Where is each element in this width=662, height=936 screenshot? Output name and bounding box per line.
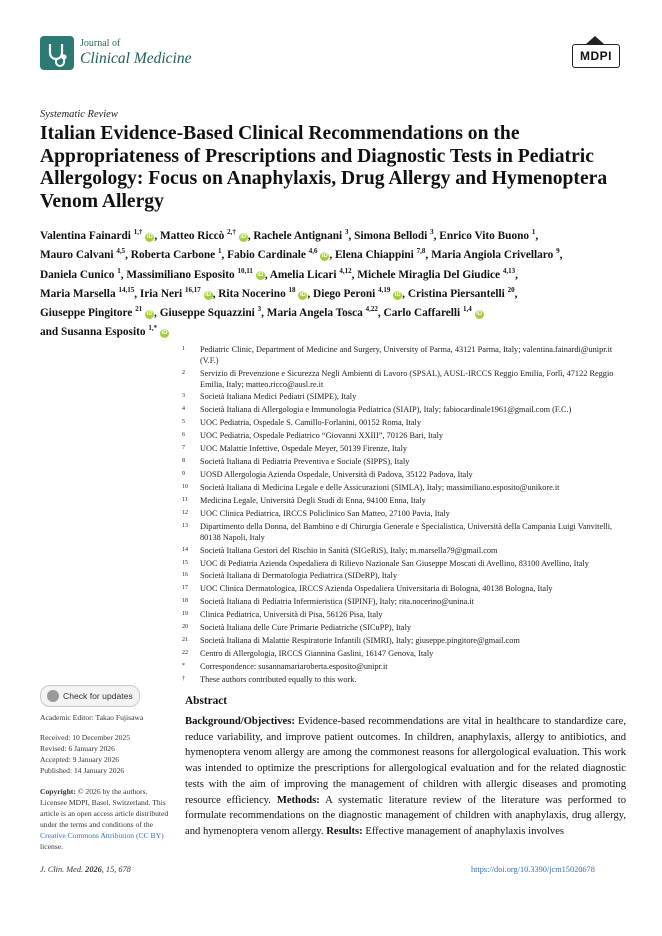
author-separator: ,: [212, 287, 219, 300]
publisher-logo-roof: [586, 36, 604, 44]
author-name[interactable]: Iria Neri: [139, 287, 183, 300]
author-affiliation-marker: 3: [430, 228, 434, 236]
affiliation-number: 9: [182, 471, 185, 478]
author-name[interactable]: Rachele Antignani: [253, 229, 343, 242]
article-dates: [40, 732, 130, 776]
author-name[interactable]: Matteo Riccò: [159, 229, 225, 242]
affiliation-text: UOSD Allergologia Azienda Ospedale, Università di Padova, 35122 Padova, Italy: [200, 470, 473, 480]
author-list: [40, 225, 640, 341]
author-separator: ,: [377, 306, 384, 319]
author-separator: ,: [134, 287, 140, 300]
affiliation-text: Società Italiana di Malattie Respiratorie Infantili (SIMRI), Italy; giuseppe.pingitore@gmail.com: [200, 636, 520, 646]
affiliation-number: 22: [182, 650, 188, 657]
author-affiliation-marker: 4,6: [308, 247, 318, 256]
methods-label: Methods:: [276, 794, 320, 806]
affiliation-number: 13: [182, 522, 188, 529]
affiliation-number: 8: [182, 458, 185, 465]
affiliation-text: Società Italiana di Dermatologia Pediatrica (SIDeRP), Italy: [200, 571, 397, 581]
affiliation-item: [182, 662, 632, 673]
author-name[interactable]: Elena Chiappini: [335, 249, 414, 262]
author-separator: ,: [433, 229, 440, 242]
affiliation-item: [182, 559, 632, 570]
affiliation-item: [182, 675, 632, 686]
author-separator: ,: [514, 287, 518, 300]
results-text: Effective management of anaphylaxis involves: [362, 825, 565, 837]
affiliation-number: 1: [182, 346, 185, 352]
author-separator: ,: [154, 306, 160, 319]
affiliation-number: 19: [182, 611, 188, 618]
affiliation-number: *: [182, 663, 185, 670]
author-affiliation-marker: 1: [531, 228, 536, 236]
affiliation-item: [182, 470, 632, 481]
author-separator: ,: [247, 229, 254, 242]
author-affiliation-marker: 16,17: [185, 285, 201, 294]
stethoscope-icon: [40, 36, 74, 70]
affiliation-item: [182, 444, 632, 455]
affiliation-number: 5: [182, 419, 185, 426]
author-separator: ,: [125, 249, 131, 262]
author-separator: ,: [515, 268, 518, 281]
affiliation-item: [182, 345, 632, 367]
affiliation-item: [182, 623, 632, 634]
affiliation-number: 2: [182, 369, 185, 376]
author-affiliation-marker: 3: [257, 305, 262, 314]
article-title: Italian Evidence-Based Clinical Recommendations on the Appropriateness of Prescriptions and Diagnostic Tests in Pediatric Allergology: Focus on Anaphylaxis, Drug Allergy and Hymenoptera Venom Allergy: [40, 123, 608, 212]
affiliation-item: [182, 457, 632, 468]
journal-name: Clinical Medicine: [80, 50, 192, 67]
author-name[interactable]: Massimiliano Esposito: [126, 268, 235, 281]
affiliation-number: 16: [182, 572, 188, 579]
copyright-label: Copyright:: [40, 787, 76, 796]
author-affiliation-marker: 1,4: [463, 305, 472, 314]
author-conjunction: and: [40, 326, 62, 339]
author-name[interactable]: Giuseppe Squazzini: [159, 306, 255, 319]
author-name[interactable]: Simona Bellodi: [354, 229, 428, 242]
affiliation-text: Società Italiana di Allergologia e Immunologia Pediatrica (SIAIP), Italy; fabiocardinale1961@gmail.com (F.C.): [200, 405, 572, 415]
orcid-icon[interactable]: iD: [257, 272, 264, 279]
author-name[interactable]: Fabio Cardinale: [227, 249, 306, 262]
affiliation-text: Dipartimento della Donna, del Bambino e di Chirurgia Generale e Specialistica, Università della Campania Luigi Vanvitelli, 80138 Napoli, Italy: [200, 521, 613, 542]
affiliation-text: Società Italiana delle Cure Primarie Pediatriche (SICuPP), Italy: [200, 623, 412, 633]
affiliation-text: Servizio di Prevenzione e Sicurezza Negli Ambienti di Lavoro (SPSAL), AUSL-IRCCS Reggio Emilia, Forlì, 47122 Reggio Emilia, Italy; matteo.ricco@ausl.re.it: [200, 368, 614, 389]
author-name[interactable]: Rita Nocerino: [218, 287, 286, 300]
affiliation-number: 15: [182, 559, 188, 566]
academic-editor: Academic Editor: Takao Fujisawa: [40, 713, 144, 722]
affiliation-text: UOC Clinica Pediatrica, IRCCS Policlinico San Matteo, 27100 Pavia, Italy: [200, 508, 450, 518]
author-name[interactable]: Michele Miraglia Del Giudice: [357, 268, 501, 281]
affiliation-text: UOC di Pediatria Azienda Ospedaliera di Rilievo Nazionale San Giuseppe Moscati di Avellino, 83100 Avellino, Italy: [200, 558, 589, 568]
author-separator: ,: [351, 268, 358, 281]
revised-date: Revised: 6 January 2026: [40, 744, 115, 753]
methods-text: A systematic literature review of the literature was performed to formulate recommendations on the diagnostic management of children with anaphylaxis, drug allergy, and hymenoptera venom allergy.: [185, 794, 626, 837]
author-name[interactable]: Enrico Vito Buono: [439, 229, 530, 242]
author-affiliation-marker: 9: [556, 247, 560, 256]
accepted-date: Accepted: 9 January 2026: [40, 755, 120, 764]
affiliation-text: UOC Pediatria, Ospedale S. Camillo-Forlanini, 00152 Roma, Italy: [200, 418, 421, 428]
affiliation-number: 7: [182, 445, 185, 452]
author-affiliation-marker: 1: [218, 247, 222, 256]
author-separator: ,: [559, 249, 563, 262]
author-name[interactable]: Maria Marsella: [40, 287, 116, 300]
author-affiliation-marker: 21: [135, 305, 143, 314]
published-date: Published: 14 January 2026: [40, 766, 125, 775]
author-separator: ,: [221, 249, 228, 262]
affiliation-number: 20: [182, 624, 188, 631]
author-name[interactable]: Maria Angiola Crivellaro: [431, 249, 554, 262]
author-separator: ,: [535, 229, 539, 242]
author-separator: ,: [120, 268, 127, 281]
affiliation-text: Società Italiana Gestori del Rischio in Sanità (SIGeRiS), Italy; m.marsella79@gmail.com: [200, 545, 498, 555]
affiliation-number: 12: [182, 509, 188, 516]
abstract-heading: Abstract: [185, 695, 228, 707]
received-date: Received: 10 December 2025: [40, 733, 131, 742]
affiliation-item: [182, 546, 632, 557]
article-type: Systematic Review: [40, 109, 118, 120]
affiliation-item: [182, 392, 632, 403]
journal-logo: [40, 36, 74, 70]
author-affiliation-marker: 2,†: [227, 228, 236, 236]
orcid-icon[interactable]: iD: [240, 233, 247, 240]
affiliation-number: 4: [182, 406, 185, 413]
orcid-icon[interactable]: iD: [205, 291, 212, 298]
author-name[interactable]: Diego Peroni: [313, 287, 376, 300]
orcid-icon[interactable]: iD: [394, 291, 401, 298]
affiliation-text: Pediatric Clinic, Department of Medicine and Surgery, University of Parma, 43121 Parma, Italy; valentina.fainardi@unipr.it (V.F.): [200, 345, 613, 365]
affiliation-item: [182, 636, 632, 647]
author-affiliation-marker: 18: [288, 285, 296, 294]
affiliation-text: These authors contributed equally to this work.: [200, 674, 357, 684]
author-affiliation-marker: 1: [117, 266, 121, 275]
affiliation-text: Società Italiana Medici Pediatri (SIMPE), Italy: [200, 392, 357, 402]
citation-year: 2026: [85, 865, 102, 874]
journal-abbreviation: J. Clin. Med.: [40, 865, 84, 874]
affiliation-text: Centro di Allergologia, IRCCS Giannina Gaslini, 16147 Genova, Italy: [200, 649, 434, 659]
affiliation-number: 3: [182, 393, 185, 400]
affiliation-text: Medicina Legale, Università Degli Studi di Enna, 94100 Enna, Italy: [200, 495, 426, 505]
author-affiliation-marker: 4,5: [116, 247, 126, 256]
author-name[interactable]: Susanna Esposito: [61, 326, 146, 339]
affiliation-number: 21: [182, 637, 188, 644]
orcid-icon[interactable]: iD: [321, 253, 328, 260]
author-name[interactable]: Carlo Caffarelli: [383, 306, 461, 319]
citation-page: 678: [118, 865, 131, 874]
affiliation-text: Società Italiana di Pediatria Preventiva e Sociale (SIPPS), Italy: [200, 457, 410, 467]
author-separator: ,: [261, 306, 267, 319]
check-for-updates-button[interactable]: [40, 685, 140, 707]
orcid-icon[interactable]: iD: [161, 330, 168, 337]
license-suffix: license.: [40, 842, 63, 851]
author-name[interactable]: Amelia Licari: [269, 268, 337, 281]
affiliation-number: 10: [182, 484, 188, 491]
author-affiliation-marker: 1,*: [148, 324, 158, 333]
author-separator: ,: [348, 229, 355, 242]
orcid-icon[interactable]: iD: [476, 310, 483, 317]
author-name[interactable]: Daniela Cunico: [40, 268, 115, 281]
author-affiliation-marker: 4,19: [378, 285, 391, 294]
author-affiliation-marker: 7,8: [416, 247, 426, 256]
author-separator: ,: [307, 287, 314, 300]
author-affiliation-marker: 14,15: [118, 285, 135, 294]
results-label: Results:: [326, 825, 363, 837]
orcid-icon[interactable]: iD: [146, 233, 153, 240]
affiliation-text: UOC Clinica Dermatologica, IRCCS Azienda Ospedaliera Universitaria di Bologna, 40138 Bologna, Italy: [200, 584, 553, 594]
author-separator: ,: [425, 249, 432, 262]
affiliation-item: [182, 610, 632, 621]
affiliation-item: [182, 584, 632, 595]
author-name[interactable]: Roberta Carbone: [130, 249, 216, 262]
copyright-notice: [40, 786, 172, 852]
orcid-icon[interactable]: iD: [299, 291, 306, 298]
update-icon: [47, 690, 59, 702]
affiliation-item: [182, 649, 632, 660]
affiliation-number: 18: [182, 598, 188, 605]
citation-volume: 15: [105, 865, 115, 874]
affiliation-number: 14: [182, 546, 188, 553]
affiliation-item: [182, 571, 632, 582]
affiliation-number: 17: [182, 585, 188, 592]
background-label: Background/Objectives:: [185, 716, 295, 727]
journal-prefix: Journal of: [80, 38, 121, 49]
author-separator: ,: [402, 287, 408, 300]
author-affiliation-marker: 1,†: [133, 228, 143, 236]
affiliation-number: 11: [182, 496, 188, 503]
orcid-icon[interactable]: iD: [146, 310, 153, 317]
license-link[interactable]: Creative Commons Attribution (CC BY): [40, 831, 164, 840]
author-name[interactable]: Giuseppe Pingitore: [40, 306, 133, 319]
author-name[interactable]: Maria Angela Tosca: [266, 306, 363, 319]
affiliation-number: †: [182, 675, 185, 682]
affiliation-item: [182, 509, 632, 520]
author-separator: ,: [264, 268, 270, 281]
affiliation-text: UOC Pediatria, Ospedale Pediatrico “Giovanni XXIII”, 70126 Bari, Italy: [200, 431, 444, 441]
copyright-text: © 2026 by the authors. Licensee MDPI, Basel, Switzerland. This article is an open access article distributed under the terms and conditions of the: [40, 787, 169, 829]
affiliation-item: [182, 418, 632, 429]
author-affiliation-marker: 3: [345, 228, 349, 236]
check-for-updates-label: Check for updates: [63, 691, 133, 701]
affiliation-item: [182, 431, 632, 442]
affiliation-item: [182, 405, 632, 416]
affiliation-item: [182, 597, 632, 608]
affiliation-item: [182, 483, 632, 494]
author-affiliation-marker: 20: [507, 285, 515, 294]
doi-link[interactable]: https://doi.org/10.3390/jcm15020678: [471, 865, 595, 874]
author-affiliation-marker: 4,22: [365, 305, 378, 314]
author-affiliation-marker: 10,11: [237, 266, 253, 275]
author-name[interactable]: Mauro Calvani: [40, 249, 114, 262]
affiliation-item: [182, 496, 632, 507]
abstract-body: [185, 714, 626, 840]
affiliation-text: Società Italiana di Pediatria Infermieristica (SIPINF), Italy; rita.nocerino@unina.it: [200, 597, 474, 607]
affiliation-text: Società Italiana di Medicina Legale e delle Assicurazioni (SIMLA), Italy; massimiliano.esposito@unikore.it: [200, 483, 560, 493]
affiliation-number: 6: [182, 432, 185, 439]
affiliation-item: [182, 369, 632, 391]
affiliation-item: [182, 522, 632, 544]
author-separator: ,: [154, 229, 160, 242]
affiliation-text: Clinica Pediatrica, Università di Pisa, 56126 Pisa, Italy: [200, 610, 383, 620]
author-name[interactable]: Valentina Fainardi: [40, 229, 131, 242]
author-affiliation-marker: 4,12: [339, 266, 352, 275]
affiliation-list: [182, 345, 632, 688]
background-text: Evidence-based recommendations are vital in healthcare to standardize care, reduce variability, and improve patient outcomes. In children, anaphylaxis, allergy to antibiotics, and hymenoptera venom allergy are among the commonest reasons for allergological evaluation. This work was intended to optimize the prescriptions for allergological evaluation and for the related diagnostic tests with the aim of improving the management of children with allergic diseases and promoting resource efficiency.: [185, 716, 626, 806]
affiliation-text: UOC Malattie Infettive, Ospedale Meyer, 50139 Firenze, Italy: [200, 444, 408, 454]
author-affiliation-marker: 4,13: [502, 266, 516, 275]
affiliation-text: Correspondence: susannamariaroberta.esposito@unipr.it: [200, 662, 388, 672]
author-separator: ,: [329, 249, 336, 262]
author-name[interactable]: Cristina Piersantelli: [407, 287, 505, 300]
citation: J. Clin. Med. 2026, 15, 678: [40, 865, 131, 874]
publisher-logo[interactable]: MDPI: [572, 44, 620, 68]
